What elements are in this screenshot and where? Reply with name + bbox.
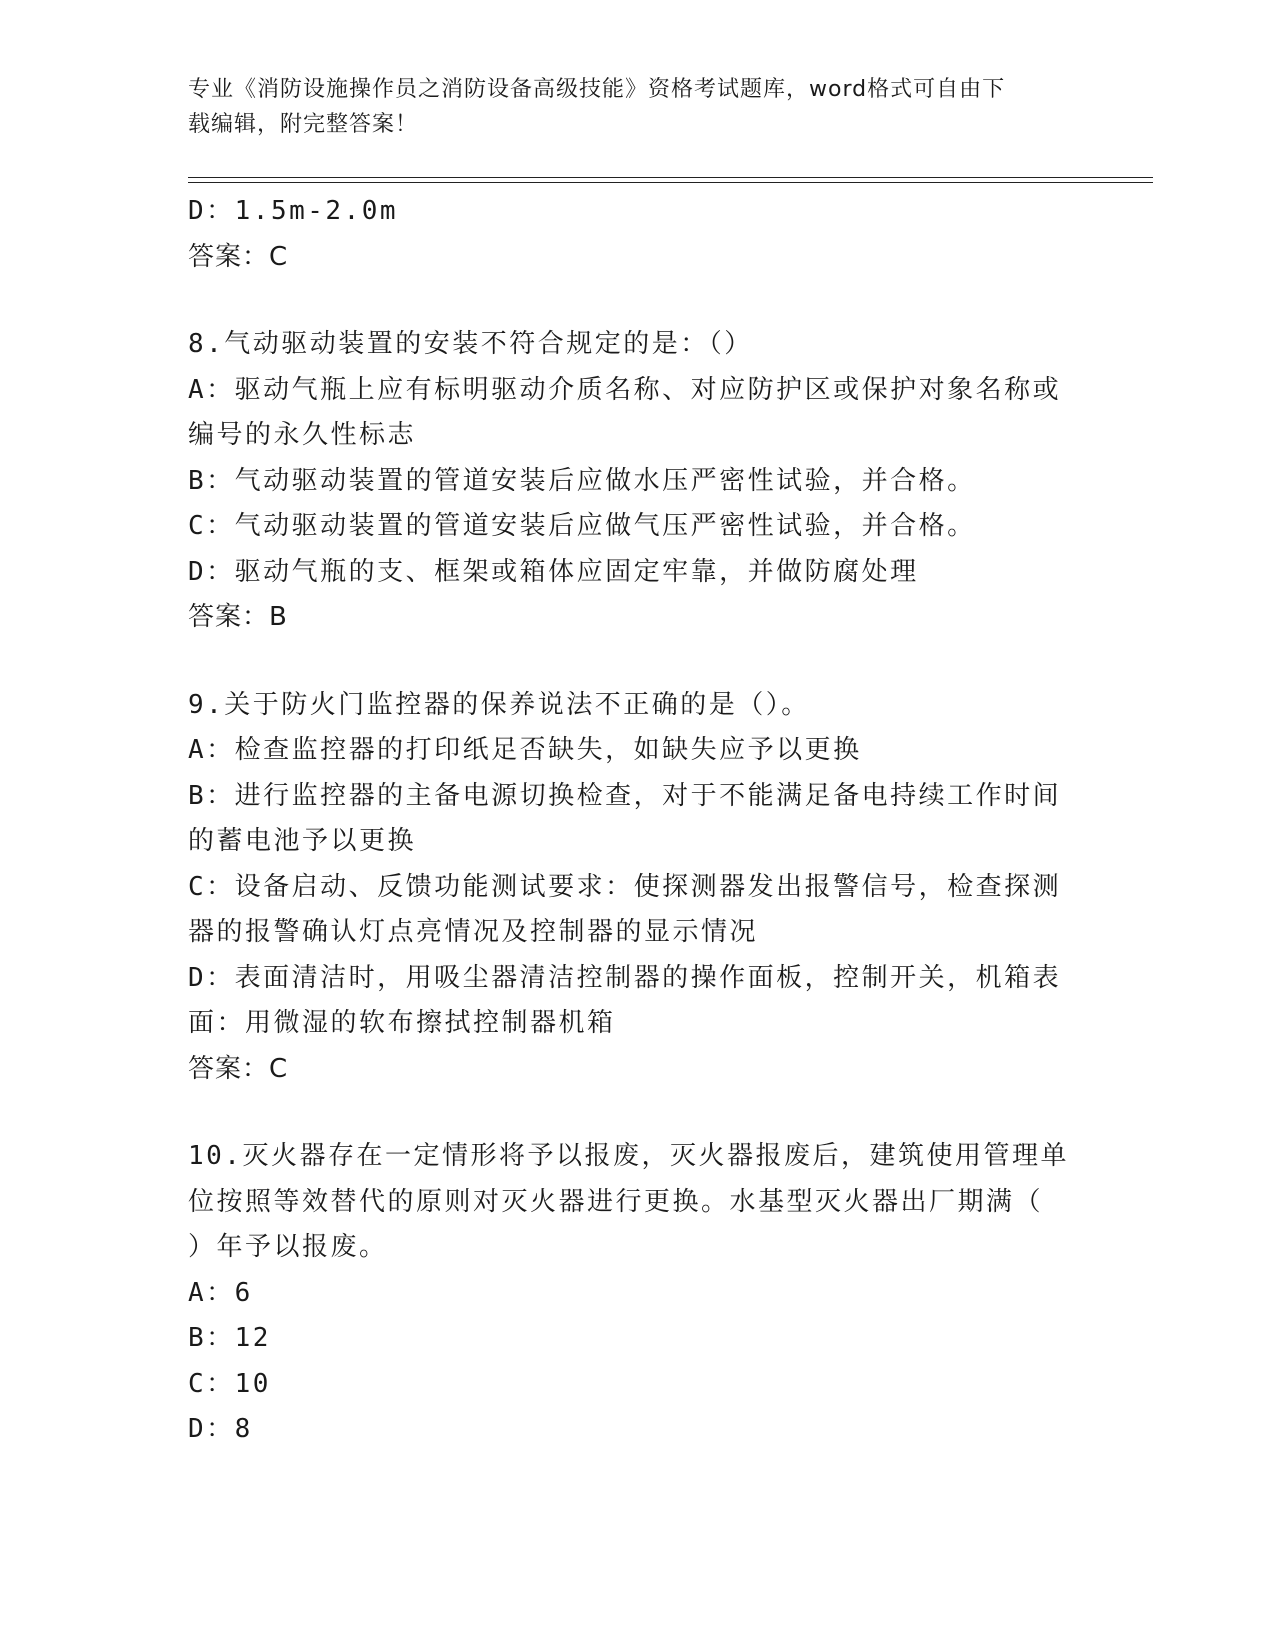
option-c: C：10	[188, 1368, 271, 1399]
prev-question-tail	[188, 189, 1088, 280]
question-stem: 9.关于防火门监控器的保养说法不正确的是（）。	[188, 689, 810, 720]
option-b-continued: 的蓄电池予以更换	[188, 826, 417, 856]
option-b: B：12	[188, 1323, 271, 1353]
option-a: A：驱动气瓶上应有标明驱动介质名称、对应防护区或保护对象名称或	[188, 374, 1062, 405]
question-stem: 10.灭火器存在一定情形将予以报废，灭火器报废后，建筑使用管理单	[188, 1141, 1069, 1171]
option-d: D：表面清洁时，用吸尘器清洁控制器的操作面板，控制开关，机箱表	[188, 962, 1062, 993]
header-rule-top	[188, 177, 1153, 178]
option-d: D：1.5m-2.0m	[188, 196, 399, 226]
question-10	[188, 1134, 1088, 1453]
question-list	[188, 189, 1088, 1453]
question-8	[188, 322, 1088, 641]
option-c: C：气动驱动装置的管道安装后应做气压严密性试验，并合格。	[188, 511, 976, 541]
header-rule-bottom	[188, 182, 1153, 183]
question-stem-continued: 位按照等效替代的原则对灭火器进行更换。水基型灭火器出厂期满（	[188, 1186, 1044, 1217]
option-a: A：检查监控器的打印纸足否缺失，如缺失应予以更换	[188, 735, 862, 765]
option-b: B：进行监控器的主备电源切换检查，对于不能满足备电持续工作时间	[188, 780, 1062, 811]
option-c-continued: 器的报警确认灯点亮情况及控制器的显示情况	[188, 917, 759, 947]
option-a-continued: 编号的永久性标志	[188, 420, 417, 450]
answer: 答案：B	[188, 602, 288, 632]
option-c: C：设备启动、反馈功能测试要求：使探测器发出报警信号，检查探测	[188, 871, 1062, 902]
question-9	[188, 683, 1088, 1093]
option-b: B：气动驱动装置的管道安装后应做水压严密性试验，并合格。	[188, 465, 976, 496]
option-d-continued: 面：用微湿的软布擦拭控制器机箱	[188, 1008, 616, 1038]
option-d: D：8	[188, 1414, 253, 1444]
option-a: A：6	[188, 1277, 253, 1308]
header-line-1: 专业《消防设施操作员之消防设备高级技能》资格考试题库，word格式可自由下	[188, 77, 1006, 102]
answer: 答案：C	[188, 241, 289, 272]
question-stem: 8.气动驱动装置的安装不符合规定的是：（）	[188, 329, 753, 359]
option-d: D：驱动气瓶的支、框架或箱体应固定牢靠，并做防腐处理	[188, 556, 919, 587]
header-line-2: 载编辑，附完整答案！	[188, 112, 419, 137]
document-header	[188, 72, 1068, 142]
question-stem-continued: ）年予以报废。	[188, 1232, 388, 1262]
answer: 答案：C	[188, 1053, 289, 1084]
